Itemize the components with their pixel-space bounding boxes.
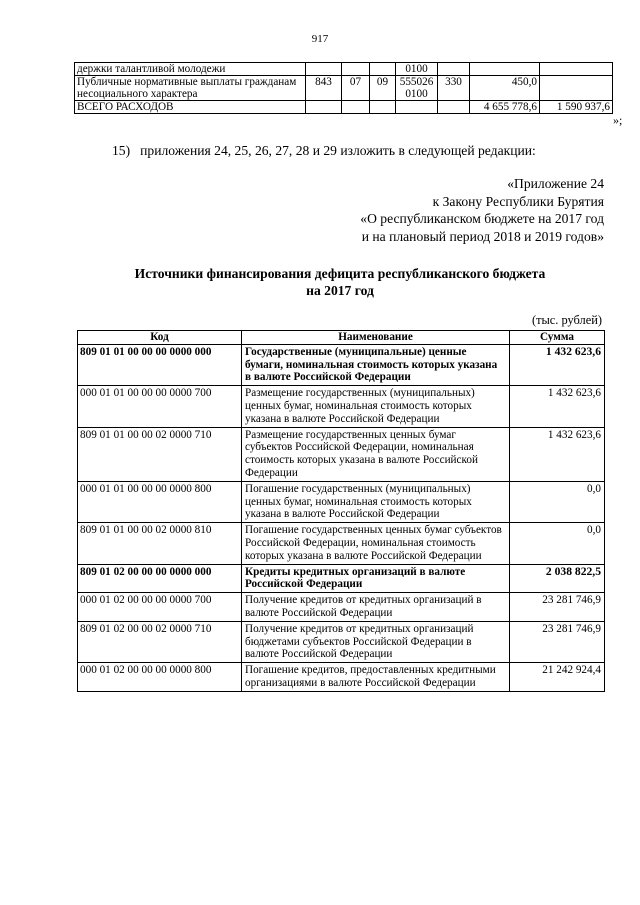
table-cell <box>540 76 613 101</box>
sum-cell: 23 281 746,9 <box>510 621 605 662</box>
financing-sources-table <box>77 330 605 692</box>
name-cell: Погашение государственных ценных бумаг субъектов Российской Федерации, номинальная стоимость которых указана в валюте Российской Федерации <box>242 523 510 564</box>
sum-cell: 1 432 623,6 <box>510 386 605 427</box>
table-cell <box>306 101 342 114</box>
sum-cell: 2 038 822,5 <box>510 564 605 593</box>
sum-cell: 1 432 623,6 <box>510 427 605 481</box>
table-row <box>78 344 605 385</box>
header-sum: Сумма <box>510 331 605 345</box>
table-row <box>78 386 605 427</box>
table-cell: 4 655 778,6 <box>470 101 540 114</box>
table-row <box>75 101 613 114</box>
sum-cell: 21 242 924,4 <box>510 663 605 692</box>
table-cell: держки талантливой молодежи <box>75 63 306 76</box>
table-cell <box>396 101 438 114</box>
document-title <box>60 265 620 299</box>
appendix-line: «Приложение 24 <box>507 176 604 191</box>
table-cell <box>370 101 396 114</box>
title-line: Источники финансирования дефицита республиканского бюджета <box>134 266 546 281</box>
header-code: Код <box>78 331 242 345</box>
table-cell: Публичные нормативные выплаты гражданам несоциального характера <box>75 76 306 101</box>
table-row <box>78 621 605 662</box>
table-cell: 09 <box>370 76 396 101</box>
table-row <box>78 593 605 622</box>
table-cell <box>342 101 370 114</box>
name-cell: Погашение кредитов, предоставленных кредитными организациями в валюте Российской Федерации <box>242 663 510 692</box>
name-cell: Получение кредитов от кредитных организаций в валюте Российской Федерации <box>242 593 510 622</box>
closing-quote: »; <box>613 113 623 127</box>
code-cell: 809 01 01 00 00 02 0000 810 <box>78 523 242 564</box>
table-cell: 0100 <box>396 63 438 76</box>
appendix-line: и на плановый период 2018 и 2019 годов» <box>361 228 604 244</box>
table-cell <box>306 63 342 76</box>
code-cell: 000 01 02 00 00 00 0000 700 <box>78 593 242 622</box>
table-cell: 07 <box>342 76 370 101</box>
appendix-line: к Закону Республики Бурятия <box>432 193 604 209</box>
header-name: Наименование <box>242 331 510 345</box>
table-row <box>78 427 605 481</box>
code-cell: 000 01 01 00 00 00 0000 800 <box>78 481 242 522</box>
table-row <box>78 523 605 564</box>
code-cell: 809 01 02 00 00 02 0000 710 <box>78 621 242 662</box>
table-cell: 1 590 937,6 <box>540 101 613 114</box>
table-cell: 330 <box>438 76 470 101</box>
table-cell <box>342 63 370 76</box>
table-cell <box>438 63 470 76</box>
paragraph-number: 15) <box>112 143 131 158</box>
table-cell: ВСЕГО РАСХОДОВ <box>75 101 306 114</box>
appendix-header <box>360 175 604 245</box>
table-cell <box>470 63 540 76</box>
code-cell: 809 01 01 00 00 00 0000 000 <box>78 344 242 385</box>
amendment-paragraph <box>112 143 536 159</box>
page-number: 917 <box>311 33 329 45</box>
table-cell <box>438 101 470 114</box>
sum-cell: 0,0 <box>510 481 605 522</box>
sum-cell: 0,0 <box>510 523 605 564</box>
paragraph-text: приложения 24, 25, 26, 27, 28 и 29 изложить в следующей редакции: <box>140 143 536 158</box>
sum-cell: 1 432 623,6 <box>510 344 605 385</box>
sum-cell: 23 281 746,9 <box>510 593 605 622</box>
code-cell: 000 01 01 00 00 00 0000 700 <box>78 386 242 427</box>
appendix-line: «О республиканском бюджете на 2017 год <box>360 211 604 226</box>
table-cell: 843 <box>306 76 342 101</box>
name-cell: Кредиты кредитных организаций в валюте Российской Федерации <box>242 564 510 593</box>
table-cell <box>540 63 613 76</box>
table-cell: 450,0 <box>470 76 540 101</box>
table-row <box>75 76 613 101</box>
table-cell <box>370 63 396 76</box>
name-cell: Погашение государственных (муниципальных) ценных бумаг, номинальная стоимость которых указана в валюте Российской Федерации <box>242 481 510 522</box>
title-line: на 2017 год <box>306 283 374 298</box>
table-row <box>78 481 605 522</box>
code-cell: 000 01 02 00 00 00 0000 800 <box>78 663 242 692</box>
table-header-row <box>78 331 605 345</box>
code-cell: 809 01 02 00 00 00 0000 000 <box>78 564 242 593</box>
table-row <box>78 663 605 692</box>
name-cell: Размещение государственных ценных бумаг субъектов Российской Федерации, номинальная стоимость которых указана в валюте Российской Федерации <box>242 427 510 481</box>
name-cell: Государственные (муниципальные) ценные бумаги, номинальная стоимость которых указана в валюте Российской Федерации <box>242 344 510 385</box>
code-cell: 809 01 01 00 00 02 0000 710 <box>78 427 242 481</box>
expenses-table-fragment <box>74 62 613 114</box>
name-cell: Получение кредитов от кредитных организаций бюджетами субъектов Российской Федерации в валюте Российской Федерации <box>242 621 510 662</box>
table-row <box>75 63 613 76</box>
table-row <box>78 564 605 593</box>
units-label: (тыс. рублей) <box>531 313 602 327</box>
name-cell: Размещение государственных (муниципальных) ценных бумаг, номинальная стоимость которых указана в валюте Российской Федерации <box>242 386 510 427</box>
table-cell: 555026 0100 <box>396 76 438 101</box>
